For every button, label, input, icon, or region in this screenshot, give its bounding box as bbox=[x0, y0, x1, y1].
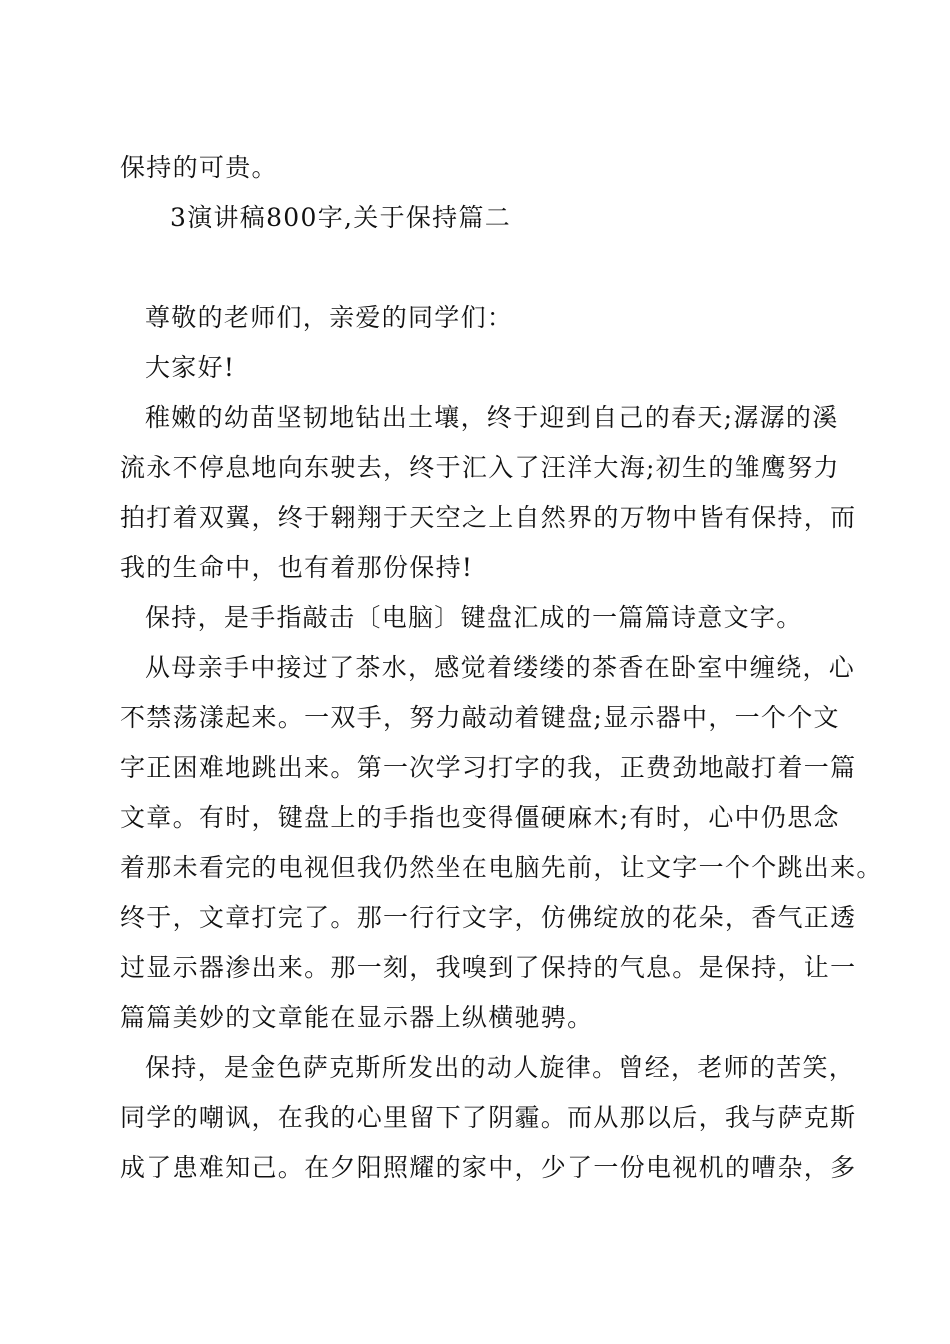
paragraph-line: 着那未看完的电视但我仍然坐在电脑先前，让文字一个个跳出来。 bbox=[120, 853, 883, 882]
paragraph-line: 终于，文章打完了。那一行行文字，仿佛绽放的花朵，香气正透 bbox=[120, 903, 857, 932]
paragraph-line: 拍打着双翼，终于翱翔于天空之上自然界的万物中皆有保持，而 bbox=[120, 503, 857, 532]
salutation: 尊敬的老师们，亲爱的同学们： bbox=[145, 303, 514, 332]
section-heading: 3演讲稿800字,关于保持篇二 bbox=[170, 203, 512, 232]
paragraph-line: 流永不停息地向东驶去，终于汇入了汪洋大海;初生的雏鹰努力 bbox=[120, 453, 840, 482]
greeting: 大家好! bbox=[145, 353, 236, 382]
paragraph-line: 篇篇美妙的文章能在显示器上纵横驰骋。 bbox=[120, 1003, 594, 1032]
paragraph-line: 保持，是手指敲击〔电脑〕键盘汇成的一篇篇诗意文字。 bbox=[145, 603, 803, 632]
paragraph-line: 保持，是金色萨克斯所发出的动人旋律。曾经，老师的苦笑， bbox=[145, 1053, 856, 1082]
paragraph-line: 不禁荡漾起来。一双手，努力敲动着键盘;显示器中，一个个文 bbox=[120, 703, 840, 732]
paragraph-line: 稚嫩的幼苗坚韧地钻出土壤，终于迎到自己的春天;潺潺的溪 bbox=[145, 403, 839, 432]
paragraph-line: 字正困难地跳出来。第一次学习打字的我，正费劲地敲打着一篇 bbox=[120, 753, 857, 782]
text-line: 保持的可贵。 bbox=[120, 153, 278, 182]
paragraph-line: 同学的嘲讽，在我的心里留下了阴霾。而从那以后，我与萨克斯 bbox=[120, 1103, 857, 1132]
paragraph-line: 成了患难知己。在夕阳照耀的家中，少了一份电视机的嘈杂，多 bbox=[120, 1153, 857, 1182]
paragraph-line: 文章。有时，键盘上的手指也变得僵硬麻木;有时，心中仍思念 bbox=[120, 803, 840, 832]
paragraph-line: 过显示器渗出来。那一刻，我嗅到了保持的气息。是保持，让一 bbox=[120, 953, 857, 982]
paragraph-line: 从母亲手中接过了茶水，感觉着缕缕的茶香在卧室中缠绕，心 bbox=[145, 653, 856, 682]
paragraph-line: 我的生命中，也有着那份保持! bbox=[120, 553, 474, 582]
